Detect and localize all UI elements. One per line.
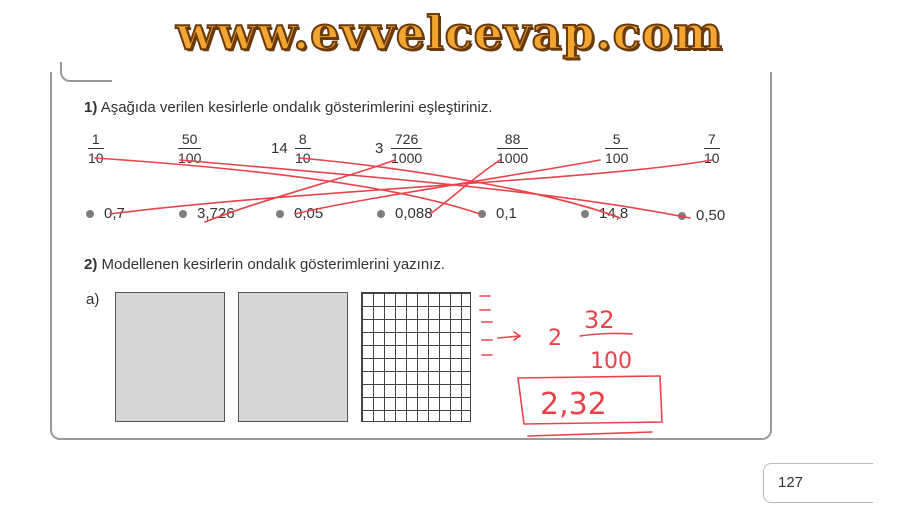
match-line: [300, 158, 620, 218]
denominator: 1000: [497, 150, 529, 166]
numerator: 7: [707, 131, 716, 147]
numerator: 1: [91, 131, 100, 147]
decimal-value: 0,1: [496, 205, 517, 222]
denominator: 100: [605, 150, 629, 166]
whole-part-14: 14: [271, 140, 288, 157]
denominator: 10: [88, 150, 104, 166]
denominator: 100: [178, 150, 202, 166]
decimal-value: 0,7: [104, 205, 125, 222]
numerator: 5: [612, 131, 621, 147]
part-a-label: a): [86, 291, 100, 308]
arrow-icon: [498, 332, 520, 340]
whole-part-3: 3: [375, 140, 384, 157]
match-line: [295, 160, 600, 214]
answer-denominator: 100: [590, 349, 632, 374]
decimal-value: 14,8: [599, 205, 629, 222]
answer-decimal: 2,32: [540, 387, 607, 422]
denominator: 10: [295, 150, 311, 166]
answer-whole: 2: [548, 326, 562, 351]
numerator: 50: [181, 131, 198, 147]
numerator: 88: [504, 131, 521, 147]
numerator: 726: [394, 131, 419, 147]
question-2-number: 2): [84, 256, 98, 273]
decimal-value: 3,726: [197, 205, 235, 222]
decimal-value: 0,50: [696, 207, 726, 224]
page-number: 127: [778, 474, 804, 491]
question-1-text: Aşağıda verilen kesirlerle ondalık gösterimlerini eşleştiriniz.: [100, 99, 493, 116]
tick-marks: [480, 296, 492, 355]
numerator: 8: [298, 131, 307, 147]
watermark-text: www.evvelcevap.com: [176, 6, 723, 60]
answer-underline: [528, 432, 652, 436]
decimal-value: 0,05: [294, 205, 324, 222]
match-line: [180, 160, 690, 218]
denominator: 1000: [391, 150, 423, 166]
question-1-number: 1): [84, 99, 98, 116]
denominator: 10: [704, 150, 720, 166]
question-2-text: Modellenen kesirlerin ondalık gösterimlerini yazınız.: [101, 256, 446, 273]
decimal-value: 0,088: [395, 205, 433, 222]
answer-numerator: 32: [584, 306, 615, 334]
